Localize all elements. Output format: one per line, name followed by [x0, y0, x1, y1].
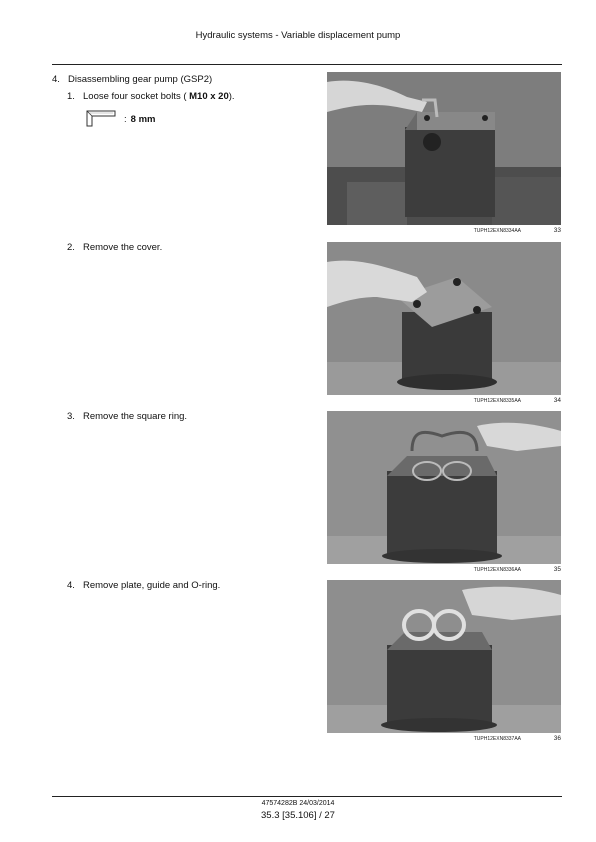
- footer-doc-id: 47574282B 24/03/2014: [261, 800, 335, 807]
- figure-photo-34: [327, 242, 561, 395]
- substep-text: Remove the cover.: [83, 242, 163, 253]
- substep-number: 1.: [67, 91, 75, 102]
- figure-number: 33: [553, 227, 561, 234]
- substep-number: 2.: [67, 242, 75, 253]
- step-title: Disassembling gear pump (GSP2): [68, 74, 213, 85]
- step-heading: [52, 74, 212, 85]
- substep-3: [67, 411, 187, 422]
- substep-4: [67, 580, 220, 591]
- page-header-title: Hydraulic systems - Variable displacement pump: [195, 30, 401, 41]
- tool-spec: [84, 108, 155, 130]
- bolt-spec: M10 x 20: [189, 91, 229, 102]
- footer-rule: [52, 796, 562, 797]
- substep-2: [67, 242, 162, 253]
- header-rule: [52, 64, 562, 65]
- figure-photo-35: [327, 411, 561, 564]
- tool-colon: :: [124, 113, 127, 125]
- substep-1: [67, 91, 235, 102]
- step-number: 4.: [52, 74, 60, 85]
- figure-photo-33: [327, 72, 561, 225]
- substep-text: Remove the square ring.: [83, 411, 188, 422]
- footer-page-number: 35.3 [35.106] / 27: [261, 810, 335, 821]
- figure-ref: TUPH12EXN8336AA: [473, 567, 521, 573]
- substep-text-end: ).: [228, 91, 235, 102]
- substep-text: Loose four socket bolts (: [83, 91, 190, 102]
- hex-key-icon: [84, 108, 118, 131]
- figure-number: 35: [553, 566, 561, 573]
- figure-ref: TUPH12EXN8334AA: [473, 228, 521, 234]
- substep-number: 4.: [67, 580, 75, 591]
- figure-ref: TUPH12EXN8337AA: [473, 736, 521, 742]
- figure-number: 36: [553, 735, 561, 742]
- figure-number: 34: [553, 397, 561, 404]
- substep-number: 3.: [67, 411, 75, 422]
- figure-ref: TUPH12EXN8335AA: [473, 398, 521, 404]
- tool-size: 8 mm: [130, 113, 156, 125]
- figure-photo-36: [327, 580, 561, 733]
- substep-text: Remove plate, guide and O-ring.: [83, 580, 221, 591]
